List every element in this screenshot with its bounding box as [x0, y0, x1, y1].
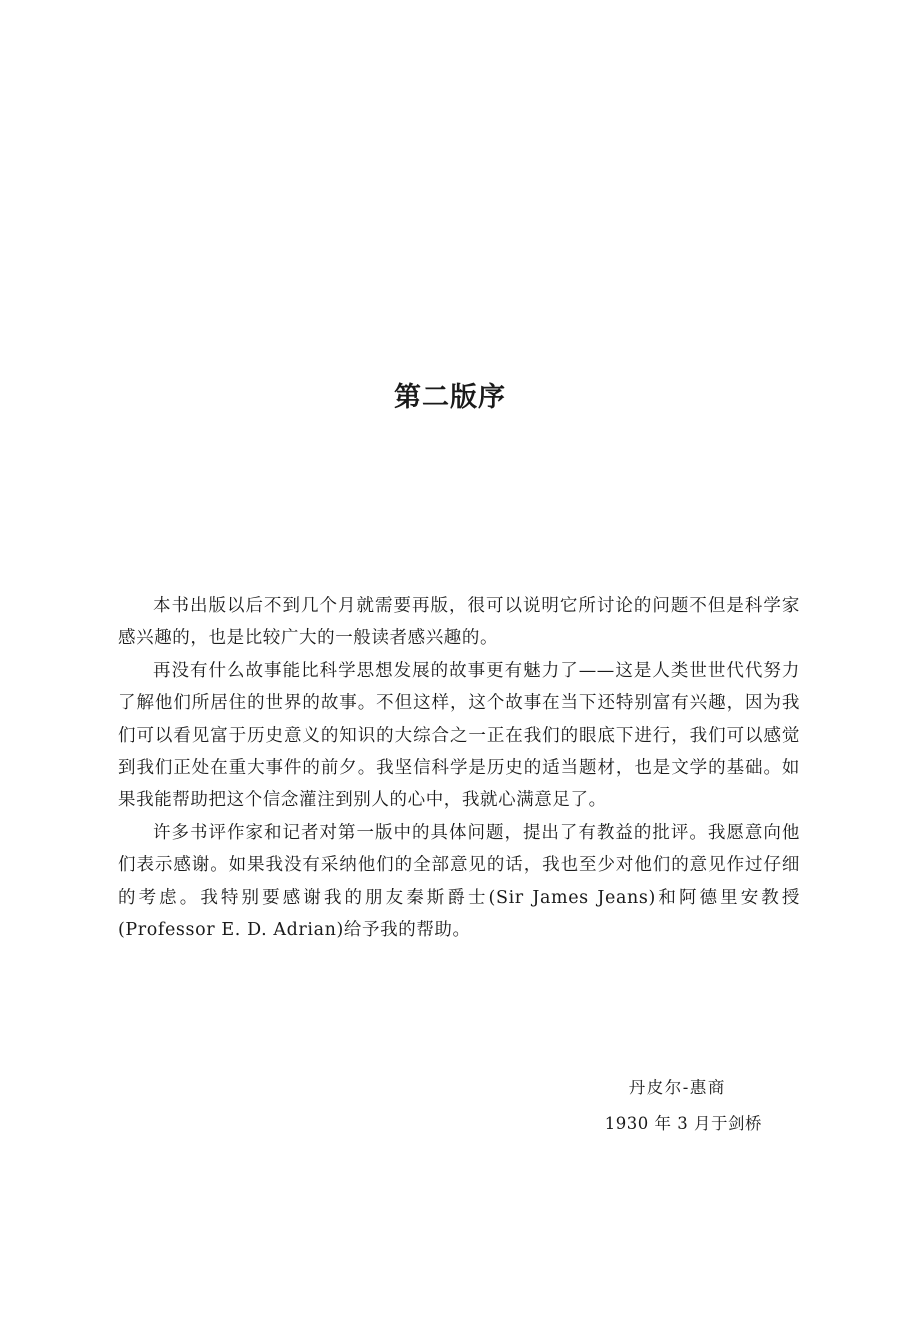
signature-author: 丹皮尔-惠商	[628, 1078, 726, 1097]
body-text	[118, 590, 800, 946]
paragraph-2: 再没有什么故事能比科学思想发展的故事更有魅力了——这是人类世世代代努力了解他们所居住的世界的故事。不但这样，这个故事在当下还特别富有兴趣，因为我们可以看见富于历史意义的知识的大综合之一正在我们的眼底下进行，我们可以感觉到我们正处在重大事件的前夕。我坚信科学是历史的适当题材，也是文学的基础。如果我能帮助把这个信念灌注到别人的心中，我就心满意足了。	[118, 660, 800, 811]
paragraph-1: 本书出版以后不到几个月就需要再版，很可以说明它所讨论的问题不但是科学家感兴趣的，也是比较广大的一般读者感兴趣的。	[118, 596, 800, 649]
signature-block	[605, 1070, 762, 1142]
signature-date: 1930 年 3 月于剑桥	[604, 1114, 762, 1133]
paragraph-3: 许多书评作家和记者对第一版中的具体问题，提出了有教益的批评。我愿意向他们表示感谢。如果我没有采纳他们的全部意见的话，我也至少对他们的意见作过仔细的考虑。我特别要感谢我的朋友秦斯爵士(Sir James Jeans)和阿德里安教授(Professor E. D. Adrian)给予我的帮助。	[118, 822, 800, 941]
page-title: 第二版序	[394, 382, 506, 414]
